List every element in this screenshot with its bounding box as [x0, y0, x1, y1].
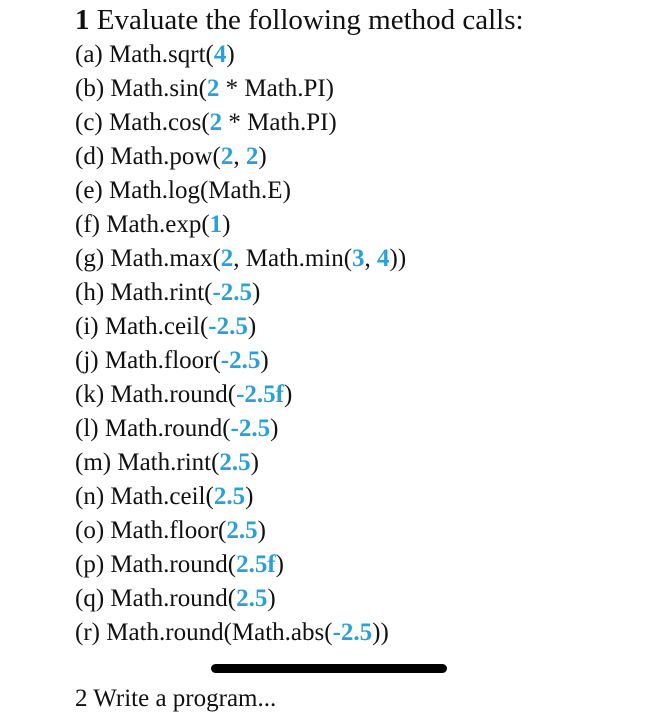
numeric-argument: 1 — [209, 211, 223, 238]
numeric-argument: 2 — [245, 143, 259, 170]
call-text: )) — [372, 619, 389, 646]
question-title — [75, 0, 524, 40]
question-number: 1 — [75, 4, 90, 36]
call-text: ) — [257, 517, 266, 544]
call-text: ) — [260, 347, 269, 374]
method-call-item — [75, 40, 406, 74]
call-text: (m) Math.rint( — [75, 449, 220, 476]
method-call-item — [75, 550, 406, 584]
call-text: ) — [283, 381, 293, 408]
call-text: (r) Math.round(Math.abs( — [75, 619, 333, 646]
method-call-item — [75, 74, 406, 108]
numeric-argument: 2.5 — [219, 449, 251, 476]
method-call-item — [75, 244, 406, 278]
call-text: (l) Math.round( — [75, 415, 231, 442]
numeric-argument: -2.5 — [212, 279, 253, 306]
method-call-item — [75, 278, 406, 312]
call-text: (p) Math.round( — [75, 551, 237, 578]
call-text: (j) Math.floor( — [75, 347, 221, 374]
method-call-item — [75, 584, 406, 618]
method-call-item — [75, 380, 406, 414]
call-text: (g) Math.max( — [75, 245, 221, 272]
method-call-item — [75, 312, 406, 346]
numeric-argument: 4 — [213, 41, 227, 68]
call-text: ) — [258, 143, 267, 170]
numeric-argument: 3 — [352, 245, 365, 272]
numeric-argument: -2.5 — [230, 415, 271, 442]
method-call-item — [75, 414, 406, 448]
numeric-argument: 2.5 — [213, 483, 246, 510]
call-text: ) — [222, 211, 231, 238]
numeric-argument: 2.5 — [226, 517, 258, 544]
call-text: , — [364, 245, 378, 272]
call-text: , Math.min( — [233, 245, 353, 272]
call-text: * Math.PI) — [219, 75, 334, 102]
call-text: ) — [252, 279, 261, 306]
numeric-argument: -2.5 — [332, 619, 373, 646]
call-text: ) — [275, 551, 284, 578]
numeric-argument: 2 — [220, 245, 234, 272]
method-call-item — [75, 176, 406, 210]
call-text: (n) Math.ceil( — [75, 483, 214, 510]
call-text: ) — [267, 585, 276, 612]
call-text: (a) Math.sqrt( — [75, 41, 214, 68]
method-call-list — [75, 40, 406, 652]
method-call-item — [75, 346, 406, 380]
method-call-item — [75, 210, 406, 244]
numeric-argument: -2.5f — [236, 381, 284, 408]
next-question-partial: 2 Write a program... — [75, 685, 277, 712]
numeric-argument: 2 — [220, 143, 234, 170]
call-text: (q) Math.round( — [75, 585, 237, 612]
numeric-argument: -2.5 — [208, 313, 248, 340]
call-text: ) — [247, 313, 257, 340]
call-text: ) — [250, 449, 259, 476]
method-call-item — [75, 142, 406, 176]
numeric-argument: -2.5 — [220, 347, 261, 374]
call-text: )) — [389, 245, 407, 272]
method-call-item — [75, 482, 406, 516]
call-text: * Math.PI) — [222, 109, 337, 136]
call-text: (c) Math.cos( — [75, 109, 210, 136]
call-text: ) — [226, 41, 235, 68]
call-text: , — [233, 143, 246, 170]
call-text: (i) Math.ceil( — [75, 313, 209, 340]
call-text: ) — [245, 483, 254, 510]
method-call-item — [75, 516, 406, 550]
call-text: (f) Math.exp( — [75, 211, 210, 238]
call-text: (e) Math.log(Math.E) — [75, 177, 291, 204]
numeric-argument: 2 — [209, 109, 223, 136]
home-indicator-bar[interactable] — [211, 664, 447, 673]
call-text: (k) Math.round( — [75, 381, 237, 408]
call-text: (b) Math.sin( — [75, 75, 207, 102]
numeric-argument: 2 — [206, 75, 220, 102]
call-text: (d) Math.pow( — [75, 143, 221, 170]
call-text: ) — [270, 415, 279, 442]
method-call-item — [75, 618, 406, 652]
method-call-item — [75, 448, 406, 482]
numeric-argument: 2.5 — [236, 585, 268, 612]
question-text: Evaluate the following method calls: — [96, 4, 524, 36]
call-text: (o) Math.floor( — [75, 517, 227, 544]
call-text: (h) Math.rint( — [75, 279, 213, 306]
numeric-argument: 2.5f — [236, 551, 276, 578]
numeric-argument: 4 — [377, 245, 390, 272]
method-call-item — [75, 108, 406, 142]
